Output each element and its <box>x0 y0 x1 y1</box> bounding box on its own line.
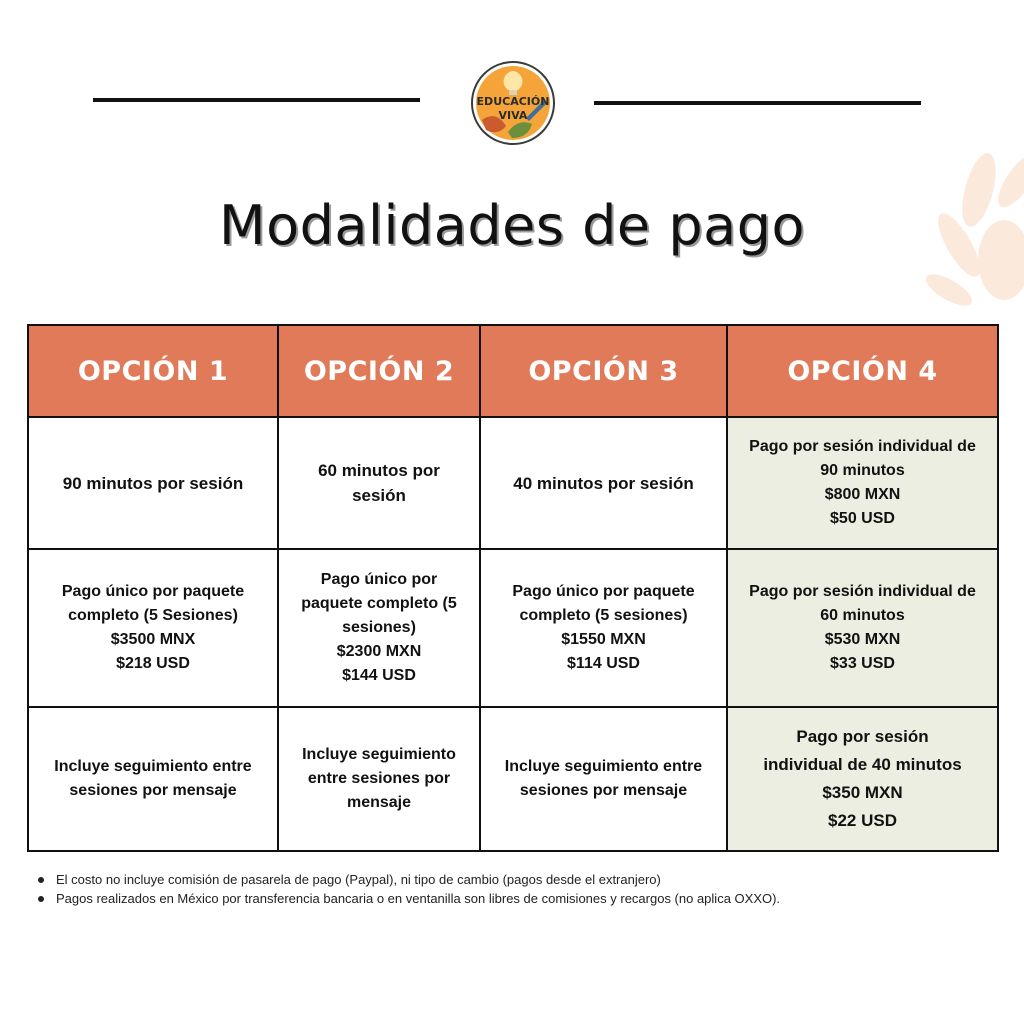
cell-option-2-package <box>278 549 480 707</box>
cell-line: Incluye seguimiento <box>302 746 456 763</box>
cell-line: 60 minutos <box>820 607 905 624</box>
footnotes-list <box>36 870 780 908</box>
cell-line: entre sesiones por <box>307 770 451 787</box>
cell-line: Pago único por paquete <box>61 583 245 600</box>
table-row <box>28 549 998 707</box>
cell-line: Incluye seguimiento entre <box>504 758 703 775</box>
page-title: Modalidades de pago <box>218 194 806 257</box>
cell-line: $3500 MNX <box>110 631 196 648</box>
decorative-rule-left <box>93 98 420 102</box>
educacion-viva-logo <box>470 60 556 146</box>
cell-line: sesiones) <box>342 619 416 636</box>
cell-line: completo (5 Sesiones) <box>68 607 238 624</box>
cell-line: sesiones por mensaje <box>519 782 688 799</box>
cell-option-2-followup <box>278 707 480 851</box>
cell-line: Pago por sesión individual de <box>749 438 976 455</box>
logo-text-line2: VIVA <box>498 109 528 122</box>
payment-options-table <box>27 324 999 852</box>
cell-option-4-price-60 <box>727 549 998 707</box>
cell-line: 60 minutos por <box>318 461 440 480</box>
header-option-3: OPCIÓN 3 <box>480 325 727 417</box>
cell-line: $530 MXN <box>824 631 901 648</box>
cell-line: $218 USD <box>116 655 190 672</box>
cell-line: $2300 MXN <box>336 643 422 660</box>
cell-line: Pago único por paquete <box>512 583 695 600</box>
cell-line: $144 USD <box>342 667 416 684</box>
header-option-2: OPCIÓN 2 <box>278 325 480 417</box>
cell-line: sesión <box>352 486 406 505</box>
cell-option-1-followup <box>28 707 278 851</box>
cell-line: $50 USD <box>830 510 895 527</box>
footnote-item: Pagos realizados en México por transferencia bancaria o en ventanilla son libres de comisiones y recargos (no aplica OXXO). <box>36 889 780 908</box>
cell-option-3-package <box>480 549 727 707</box>
cell-line: $350 MXN <box>822 783 903 802</box>
cell-option-4-price-90 <box>727 417 998 549</box>
cell-option-3-followup <box>480 707 727 851</box>
cell-option-3-duration <box>480 417 727 549</box>
header-option-1: OPCIÓN 1 <box>28 325 278 417</box>
cell-line: $33 USD <box>830 655 895 672</box>
cell-option-4-price-40 <box>727 707 998 851</box>
cell-line: paquete completo (5 <box>301 595 457 612</box>
cell-line: $800 MXN <box>824 486 901 503</box>
cell-line: 90 minutos <box>820 462 905 479</box>
cell-option-1-package <box>28 549 278 707</box>
table-row <box>28 417 998 549</box>
cell-line: $22 USD <box>828 811 897 830</box>
cell-line: Incluye seguimiento entre <box>54 758 252 775</box>
cell-line: 40 minutos por sesión <box>513 473 694 493</box>
cell-option-2-duration <box>278 417 480 549</box>
cell-line: mensaje <box>346 794 412 811</box>
decorative-rule-right <box>594 101 921 105</box>
footnote-item: El costo no incluye comisión de pasarela de pago (Paypal), ni tipo de cambio (pagos desde el extranjero) <box>36 870 780 889</box>
cell-line: Pago por sesión <box>796 727 929 746</box>
cell-line: $1550 MXN <box>561 631 646 648</box>
cell-line: $114 USD <box>567 655 640 672</box>
table-row <box>28 707 998 851</box>
cell-option-1-duration <box>28 417 278 549</box>
cell-line: individual de 40 minutos <box>763 755 962 774</box>
cell-line: sesiones por mensaje <box>69 782 237 799</box>
cell-line: Pago único por <box>320 571 438 588</box>
logo-text-line1: EDUCACIÓN <box>476 95 550 108</box>
cell-line: Pago por sesión individual de <box>749 583 976 600</box>
cell-line: 90 minutos por sesión <box>62 473 244 493</box>
cell-line: completo (5 sesiones) <box>519 607 688 624</box>
table-header-row <box>28 325 998 417</box>
header-option-4: OPCIÓN 4 <box>727 325 998 417</box>
